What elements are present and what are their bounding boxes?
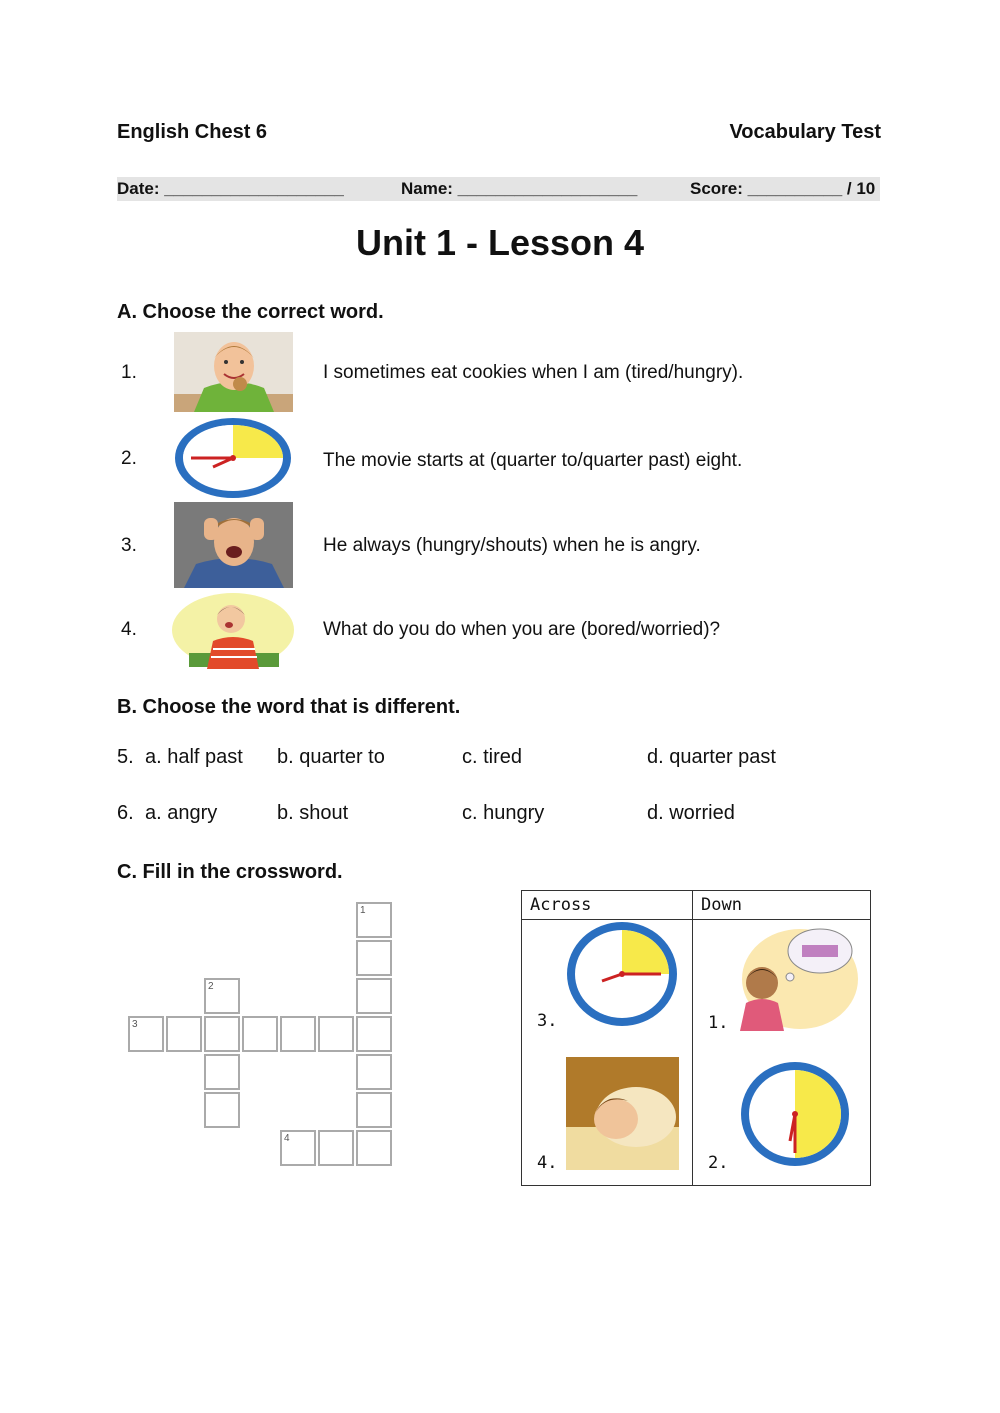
crossword-cell[interactable] xyxy=(204,1054,240,1090)
option-d[interactable]: d. quarter past xyxy=(647,746,776,768)
question-number: 3. xyxy=(121,535,137,556)
option-c[interactable]: c. tired xyxy=(462,746,523,768)
clue-number: 1. xyxy=(708,1013,729,1033)
bored-boy-image xyxy=(171,591,295,669)
clue-table xyxy=(521,890,871,1186)
clock-half-past-image xyxy=(740,1061,850,1167)
crossword-cell[interactable] xyxy=(356,902,392,938)
option-d[interactable]: d. worried xyxy=(647,802,735,824)
hungry-boy-image xyxy=(174,332,293,412)
crossword-cell[interactable] xyxy=(356,978,392,1014)
section-a-heading: A. Choose the correct word. xyxy=(117,301,384,323)
question-number: 2. xyxy=(121,448,137,469)
question-text: What do you do when you are (bored/worried)? xyxy=(323,619,721,640)
clue-number: 3 xyxy=(132,1019,138,1030)
clock-quarter-to-image xyxy=(173,417,293,499)
crossword-cell[interactable] xyxy=(280,1016,316,1052)
down-header: Down xyxy=(701,895,742,915)
crossword-cell[interactable] xyxy=(356,1016,392,1052)
divider xyxy=(692,891,693,1185)
crossword-cell[interactable] xyxy=(166,1016,202,1052)
book-title: English Chest 6 xyxy=(117,121,268,143)
question-text: The movie starts at (quarter to/quarter past) eight. xyxy=(323,450,743,471)
shouting-man-image xyxy=(174,502,293,588)
crossword-cell[interactable] xyxy=(356,1092,392,1128)
sleeping-child-image xyxy=(566,1057,679,1170)
question-text: He always (hungry/shouts) when he is angry. xyxy=(323,535,701,556)
section-b-heading: B. Choose the word that is different. xyxy=(117,696,461,718)
section-c-heading: C. Fill in the crossword. xyxy=(117,861,343,883)
clue-number: 2 xyxy=(208,981,214,992)
option-a[interactable]: a. half past xyxy=(145,746,243,768)
clock-quarter-past-image xyxy=(566,921,678,1027)
crossword-cell[interactable] xyxy=(356,1130,392,1166)
crossword-cell[interactable] xyxy=(242,1016,278,1052)
date-field[interactable]: Date: ___________________ xyxy=(117,179,344,198)
test-type: Vocabulary Test xyxy=(729,121,881,143)
score-field[interactable]: Score: __________ / 10 xyxy=(690,179,876,198)
name-field[interactable]: Name: ___________________ xyxy=(401,179,638,198)
option-b[interactable]: b. shout xyxy=(277,802,349,824)
question-text: I sometimes eat cookies when I am (tired/hungry). xyxy=(323,362,744,383)
crossword-cell[interactable] xyxy=(204,978,240,1014)
crossword-cell[interactable] xyxy=(318,1016,354,1052)
option-c[interactable]: c. hungry xyxy=(462,802,545,824)
clue-number: 2. xyxy=(708,1153,729,1173)
across-header: Across xyxy=(530,895,592,915)
crossword-cell[interactable] xyxy=(356,1054,392,1090)
info-bar xyxy=(117,177,880,201)
clue-number: 4 xyxy=(284,1133,290,1144)
crossword-cell[interactable] xyxy=(356,940,392,976)
divider xyxy=(522,919,870,920)
crossword-cell[interactable] xyxy=(204,1016,240,1052)
clue-number: 1 xyxy=(360,905,366,916)
page-title: Unit 1 - Lesson 4 xyxy=(355,222,645,263)
crossword-cell[interactable] xyxy=(318,1130,354,1166)
option-b[interactable]: b. quarter to xyxy=(277,746,385,768)
crossword-cell[interactable] xyxy=(280,1130,316,1166)
option-a[interactable]: a. angry xyxy=(145,802,218,824)
question-number: 1. xyxy=(121,362,137,383)
crossword-cell[interactable] xyxy=(204,1092,240,1128)
question-number: 4. xyxy=(121,619,137,640)
question-number: 6. xyxy=(117,802,134,824)
question-number: 5. xyxy=(117,746,134,768)
clue-number: 3. xyxy=(537,1011,558,1031)
clue-number: 4. xyxy=(537,1153,558,1173)
crossword-cell[interactable] xyxy=(128,1016,164,1052)
worried-kid-image xyxy=(728,925,858,1031)
